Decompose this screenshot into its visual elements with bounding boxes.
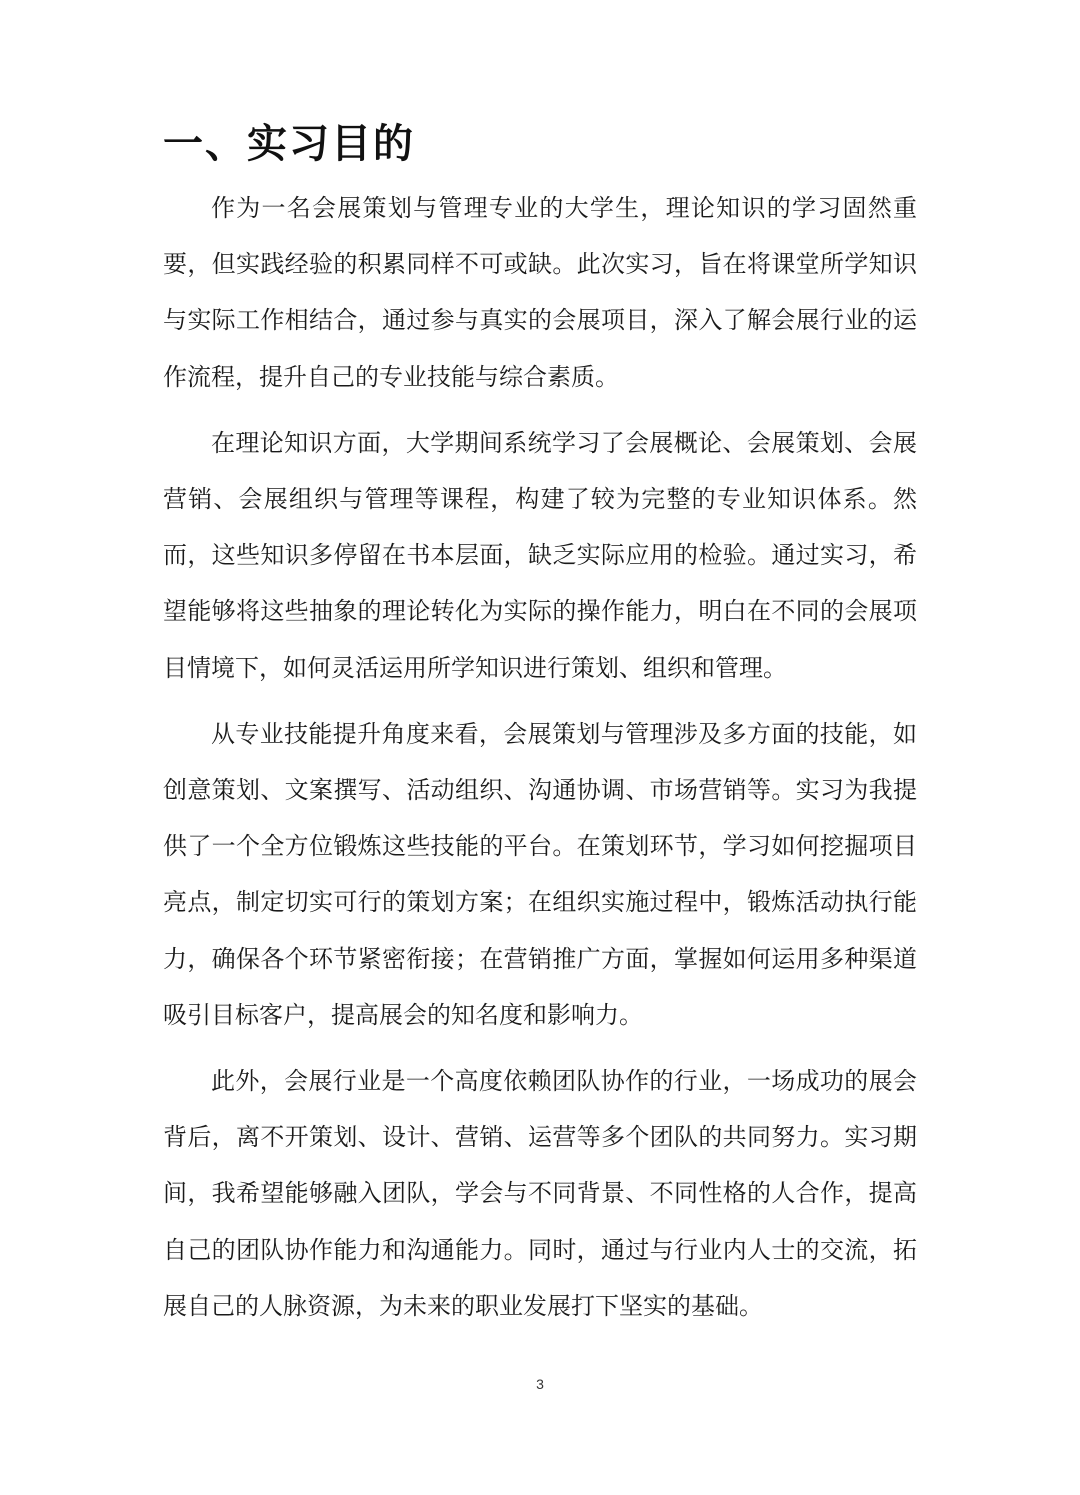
paragraph-skills: 从专业技能提升角度来看，会展策划与管理涉及多方面的技能，如创意策划、文案撰写、活动组织、沟通协调、市场营销等。实习为我提供了一个全方位锻炼这些技能的平台。在策划环节，学习如何挖掘项目亮点，制定切实可行的策划方案；在组织实施过程中，锻炼活动执行能力，确保各个环节紧密衔接；在营销推广方面，掌握如何运用多种渠道吸引目标客户，提高展会的知名度和影响力。 <box>163 719 917 1029</box>
body-text <box>163 180 917 1344</box>
section-heading: 一、实习目的 <box>163 120 415 167</box>
paragraph-theory: 在理论知识方面，大学期间系统学习了会展概论、会展策划、会展营销、会展组织与管理等课程，构建了较为完整的专业知识体系。然而，这些知识多停留在书本层面，缺乏实际应用的检验。通过实习，希望能够将这些抽象的理论转化为实际的操作能力，明白在不同的会展项目情境下，如何灵活运用所学知识进行策划、组织和管理。 <box>163 428 917 682</box>
paragraph-teamwork: 此外，会展行业是一个高度依赖团队协作的行业，一场成功的展会背后，离不开策划、设计、营销、运营等多个团队的共同努力。实习期间，我希望能够融入团队，学会与不同背景、不同性格的人合作，提高自己的团队协作能力和沟通能力。同时，通过与行业内人士的交流，拓展自己的人脉资源，为未来的职业发展打下坚实的基础。 <box>163 1067 917 1320</box>
paragraph-purpose: 作为一名会展策划与管理专业的大学生，理论知识的学习固然重要，但实践经验的积累同样不可或缺。此次实习，旨在将课堂所学知识与实际工作相结合，通过参与真实的会展项目，深入了解会展行业的运作流程，提升自己的专业技能与综合素质。 <box>163 194 917 391</box>
page-number: 3 <box>536 1376 544 1392</box>
